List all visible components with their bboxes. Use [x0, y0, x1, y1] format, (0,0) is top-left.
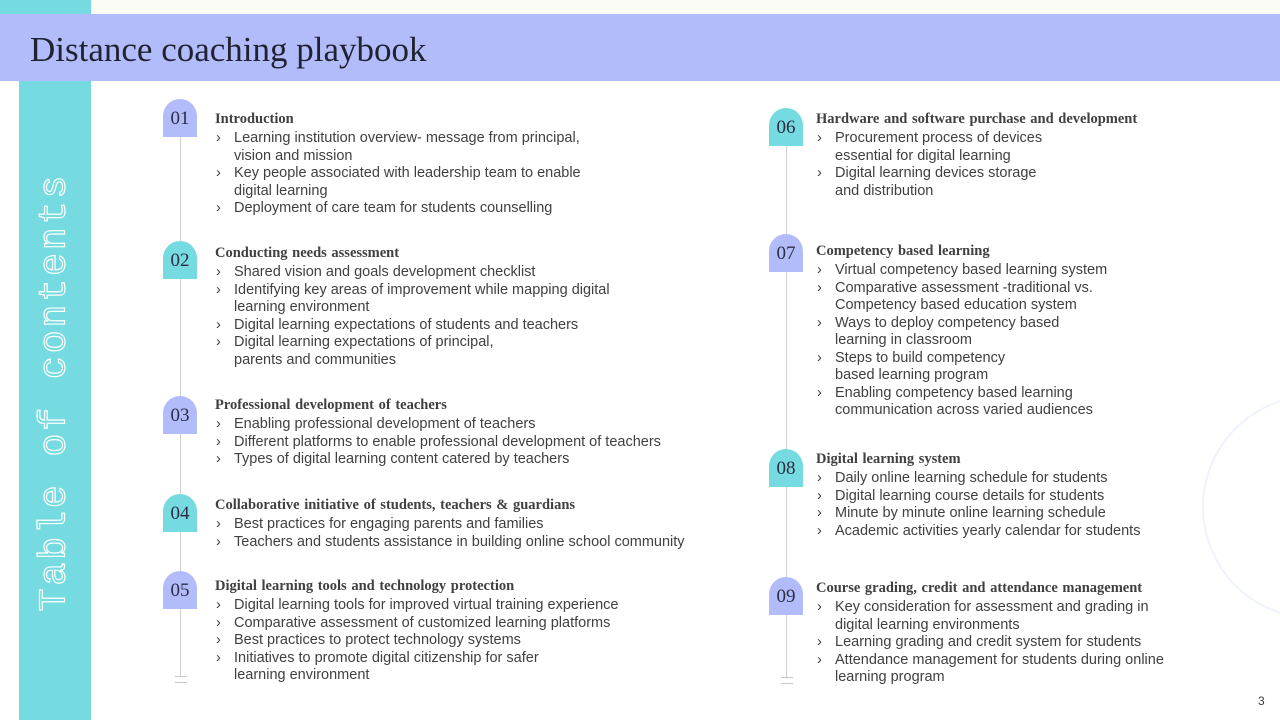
section-title: Collaborative initiative of students, teachers & guardians: [215, 497, 576, 513]
list-item: › Comparative assessment -traditional vs. Competency based education system: [816, 280, 1107, 315]
list-item: › Shared vision and goals development checklist: [215, 264, 610, 282]
section-title: Conducting needs assessment: [215, 245, 400, 261]
list-item: › Steps to build competency based learning program: [816, 350, 1107, 385]
list-item: › Academic activities yearly calendar for students: [816, 523, 1140, 541]
list-item: › Procurement process of devices essential for digital learning: [816, 130, 1137, 165]
section-number-badge: 02: [163, 241, 197, 279]
list-item: › Best practices to protect technology systems: [215, 632, 618, 650]
page-title: Distance coaching playbook: [30, 30, 427, 69]
section-number-badge: 08: [769, 449, 803, 487]
section-digital-tools: [215, 578, 618, 685]
list-item: › Daily online learning schedule for students: [816, 470, 1140, 488]
list-item: › Initiatives to promote digital citizenship for safer learning environment: [215, 650, 618, 685]
section-title: Digital learning tools and technology protection: [215, 578, 515, 594]
list-item: › Deployment of care team for students counselling: [215, 200, 581, 218]
section-number-badge: 04: [163, 494, 197, 532]
section-professional-development: [215, 397, 661, 469]
list-item: › Virtual competency based learning system: [816, 262, 1107, 280]
section-title: Hardware and software purchase and development: [816, 111, 1138, 127]
section-course-grading: [816, 580, 1164, 687]
timeline-right-end: [781, 677, 793, 684]
list-item: › Best practices for engaging parents and families: [215, 516, 685, 534]
section-hardware-software: [816, 111, 1137, 200]
list-item: › Identifying key areas of improvement while mapping digital learning environment: [215, 282, 610, 317]
list-item: › Learning grading and credit system for students: [816, 634, 1164, 652]
page-number: 3: [1258, 694, 1265, 708]
list-item: › Learning institution overview- message from principal, vision and mission: [215, 130, 581, 165]
list-item: › Digital learning tools for improved virtual training experience: [215, 597, 618, 615]
section-title: Professional development of teachers: [215, 397, 447, 413]
section-number-badge: 05: [163, 571, 197, 609]
list-item: › Enabling professional development of teachers: [215, 416, 661, 434]
section-title: Introduction: [215, 111, 294, 127]
list-item: › Comparative assessment of customized learning platforms: [215, 615, 618, 633]
list-item: › Key people associated with leadership team to enable digital learning: [215, 165, 581, 200]
list-item: › Different platforms to enable professional development of teachers: [215, 434, 661, 452]
section-title: Course grading, credit and attendance management: [816, 580, 1143, 596]
section-needs-assessment: [215, 245, 610, 369]
list-item: › Minute by minute online learning schedule: [816, 505, 1140, 523]
list-item: › Enabling competency based learning communication across varied audiences: [816, 385, 1107, 420]
timeline-left-end: [175, 676, 187, 683]
section-title: Competency based learning: [816, 243, 990, 259]
list-item: › Digital learning devices storage and distribution: [816, 165, 1137, 200]
list-item: › Ways to deploy competency based learning in classroom: [816, 315, 1107, 350]
section-competency-learning: [816, 243, 1107, 420]
section-collaborative-initiative: [215, 497, 685, 551]
section-number-badge: 03: [163, 396, 197, 434]
section-digital-learning-system: [816, 451, 1140, 540]
list-item: › Digital learning expectations of principal, parents and communities: [215, 334, 610, 369]
section-number-badge: 01: [163, 99, 197, 137]
section-number-badge: 09: [769, 577, 803, 615]
top-strip: [0, 0, 1280, 14]
section-introduction: [215, 111, 581, 218]
list-item: › Key consideration for assessment and grading in digital learning environments: [816, 599, 1164, 634]
sidebar-title: Table of contents: [33, 172, 77, 612]
list-item: › Attendance management for students during online learning program: [816, 652, 1164, 687]
top-strip-accent: [0, 0, 91, 14]
section-title: Digital learning system: [816, 451, 961, 467]
section-number-badge: 06: [769, 108, 803, 146]
list-item: › Teachers and students assistance in building online school community: [215, 534, 685, 552]
list-item: › Digital learning expectations of students and teachers: [215, 317, 610, 335]
section-number-badge: 07: [769, 234, 803, 272]
decorative-circle: [1202, 395, 1280, 619]
list-item: › Types of digital learning content catered by teachers: [215, 451, 661, 469]
list-item: › Digital learning course details for students: [816, 488, 1140, 506]
